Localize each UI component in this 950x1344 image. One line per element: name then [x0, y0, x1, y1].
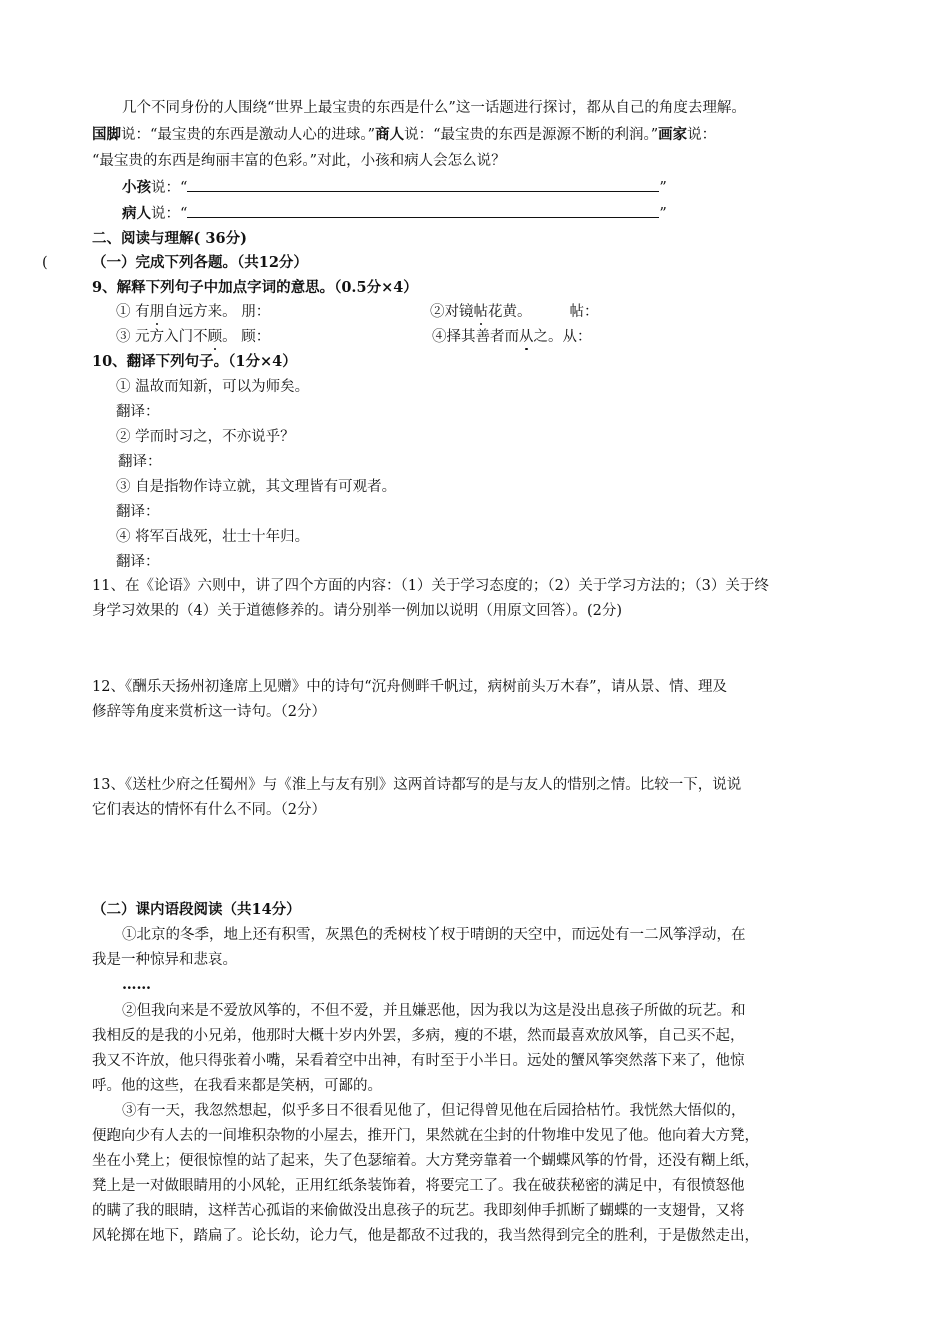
dotted-char-gu: 顾	[207, 329, 223, 345]
stray-bracket: (	[42, 255, 48, 271]
q10-translate-4: 翻译：	[116, 554, 160, 570]
para-2-line-2: 我相反的是我的小兄弟，他那时大概十岁内外罢，多病，瘦的不堪，然而最喜欢放风筝，自己买不起，	[92, 1028, 745, 1044]
q9-item-a: ① 有朋自远方来。 朋：	[116, 304, 271, 320]
shangren-quote: 说：“最宝贵的东西是源源不断的利润。”	[404, 127, 659, 143]
child-answer-line[interactable]	[122, 177, 667, 198]
ellipsis: ……	[122, 976, 151, 993]
question-9: 9、解释下列句子中加点字词的意思。（0.5分×4）	[92, 279, 418, 296]
para-3-line-6: 风轮掷在地下，踏扁了。论长幼，论力气，他是都敌不过我的，我当然得到完全的胜利，于是傲然走出，	[92, 1228, 759, 1244]
patient-say: 说：“	[151, 206, 188, 222]
question-12-line-2: 修辞等角度来赏析这一诗句。（2分）	[92, 704, 326, 720]
section-2-title: 二、阅读与理解( 36分)	[92, 230, 247, 247]
question-13-line-2: 它们表达的情怀有什么不同。（2分）	[92, 802, 326, 818]
intro-line-3: “最宝贵的东西是绚丽丰富的色彩。”对此，小孩和病人会怎么说？	[92, 153, 506, 169]
q9-item-d: ④择其善者而从之。从：	[432, 329, 592, 345]
para-1-line-1: ①北京的冬季，地上还有积雪，灰黑色的秃树枝丫杈于晴朗的天空中，而远处有一二风筝浮动，在	[122, 927, 746, 943]
patient-close-quote: ”	[659, 206, 667, 222]
para-1-line-2: 我是一种惊异和悲哀。	[92, 952, 237, 968]
q9-item-c: ③ 元方入门不顾。 顾：	[116, 329, 271, 345]
dotted-char-tie: 帖	[473, 304, 488, 320]
subsection-1-title: （一）完成下列各题。（共12分）	[92, 254, 308, 271]
question-12-line-1: 12、《酬乐天扬州初逢席上见赠》中的诗句“沉舟侧畔千帆过，病树前头万木春”，请从景、情、理及	[92, 679, 728, 695]
q10-sentence-4: ④ 将军百战死，壮士十年归。	[116, 529, 310, 545]
q10-sentence-3: ③ 自是指物作诗立就，其文理皆有可观者。	[116, 479, 397, 495]
child-label: 小孩	[122, 179, 151, 196]
q10-translate-3: 翻译：	[116, 504, 160, 520]
dotted-char-peng: 朋	[149, 304, 165, 320]
para-3-line-5: 的瞒了我的眼睛，这样苦心孤诣的来偷做没出息孩子的玩艺。我即刻伸手抓断了蝴蝶的一支翅骨，又将	[92, 1203, 745, 1219]
q10-sentence-1: ① 温故而知新，可以为师矣。	[116, 379, 310, 395]
para-2-line-4: 呼。他的这些，在我看来都是笑柄，可鄙的。	[92, 1078, 382, 1094]
q10-translate-1: 翻译：	[116, 404, 160, 420]
para-2-line-1: ②但我向来是不爱放风筝的，不但不爱，并且嫌恶他，因为我以为这是没出息孩子所做的玩艺。和	[122, 1003, 746, 1019]
question-11-line-2: 身学习效果的（4）关于道德修养的。请分别举一例加以说明（用原文回答）。(2分)	[92, 603, 623, 619]
para-3-line-2: 便跑向少有人去的一间堆积杂物的小屋去，推开门，果然就在尘封的什物堆中发见了他。他向着大方凳，	[92, 1128, 759, 1144]
child-close-quote: ”	[659, 180, 667, 196]
guojiao-quote: 说：“最宝贵的东西是激动人心的进球。”	[121, 127, 376, 143]
speaker-shangren: 商人	[375, 126, 405, 143]
q10-sentence-2: ② 学而时习之，不亦说乎？	[116, 429, 295, 445]
dotted-char-cong: 从	[519, 329, 534, 345]
q10-translate-2: 翻译：	[118, 454, 162, 470]
para-3-line-4: 凳上是一对做眼睛用的小风轮，正用红纸条装饰着，将要完工了。我在破获秘密的满足中，有很愤怒他	[92, 1178, 745, 1194]
patient-answer-blank[interactable]	[187, 203, 659, 218]
subsection-2-title: （二）课内语段阅读（共14分）	[92, 901, 301, 918]
child-say: 说：“	[151, 180, 188, 196]
q9-item-b: ②对镜帖花黄。 帖：	[430, 304, 599, 320]
question-13-line-1: 13、《送杜少府之任蜀州》与《淮上与友有别》这两首诗都写的是与友人的惜别之情。比较一下，说说	[92, 777, 742, 793]
question-10: 10、翻译下列句子。（1分×4）	[92, 353, 297, 370]
patient-answer-line[interactable]	[122, 203, 667, 224]
patient-label: 病人	[122, 205, 151, 222]
intro-line-1: 几个不同身份的人围绕“世界上最宝贵的东西是什么”这一话题进行探讨，都从自己的角度去理解。	[122, 100, 746, 116]
para-3-line-1: ③有一天，我忽然想起，似乎多日不很看见他了，但记得曾见他在后园拾枯竹。我恍然大悟似的，	[122, 1103, 746, 1119]
child-answer-blank[interactable]	[187, 177, 659, 192]
question-11-line-1: 11、在《论语》六则中，讲了四个方面的内容：（1）关于学习态度的；（2）关于学习方法的；（3）关于终	[92, 578, 769, 594]
para-3-line-3: 坐在小凳上；便很惊惶的站了起来，失了色瑟缩着。大方凳旁靠着一个蝴蝶风筝的竹骨，还没有糊上纸，	[92, 1153, 759, 1169]
intro-line-2	[92, 125, 716, 145]
huajia-quote: 说：	[687, 127, 717, 143]
speaker-huajia: 画家	[658, 126, 688, 143]
para-2-line-3: 我又不许放，他只得张着小嘴，呆看着空中出神，有时至于小半日。远处的蟹风筝突然落下来了，他惊	[92, 1053, 745, 1069]
speaker-guojiao: 国脚	[92, 126, 121, 143]
